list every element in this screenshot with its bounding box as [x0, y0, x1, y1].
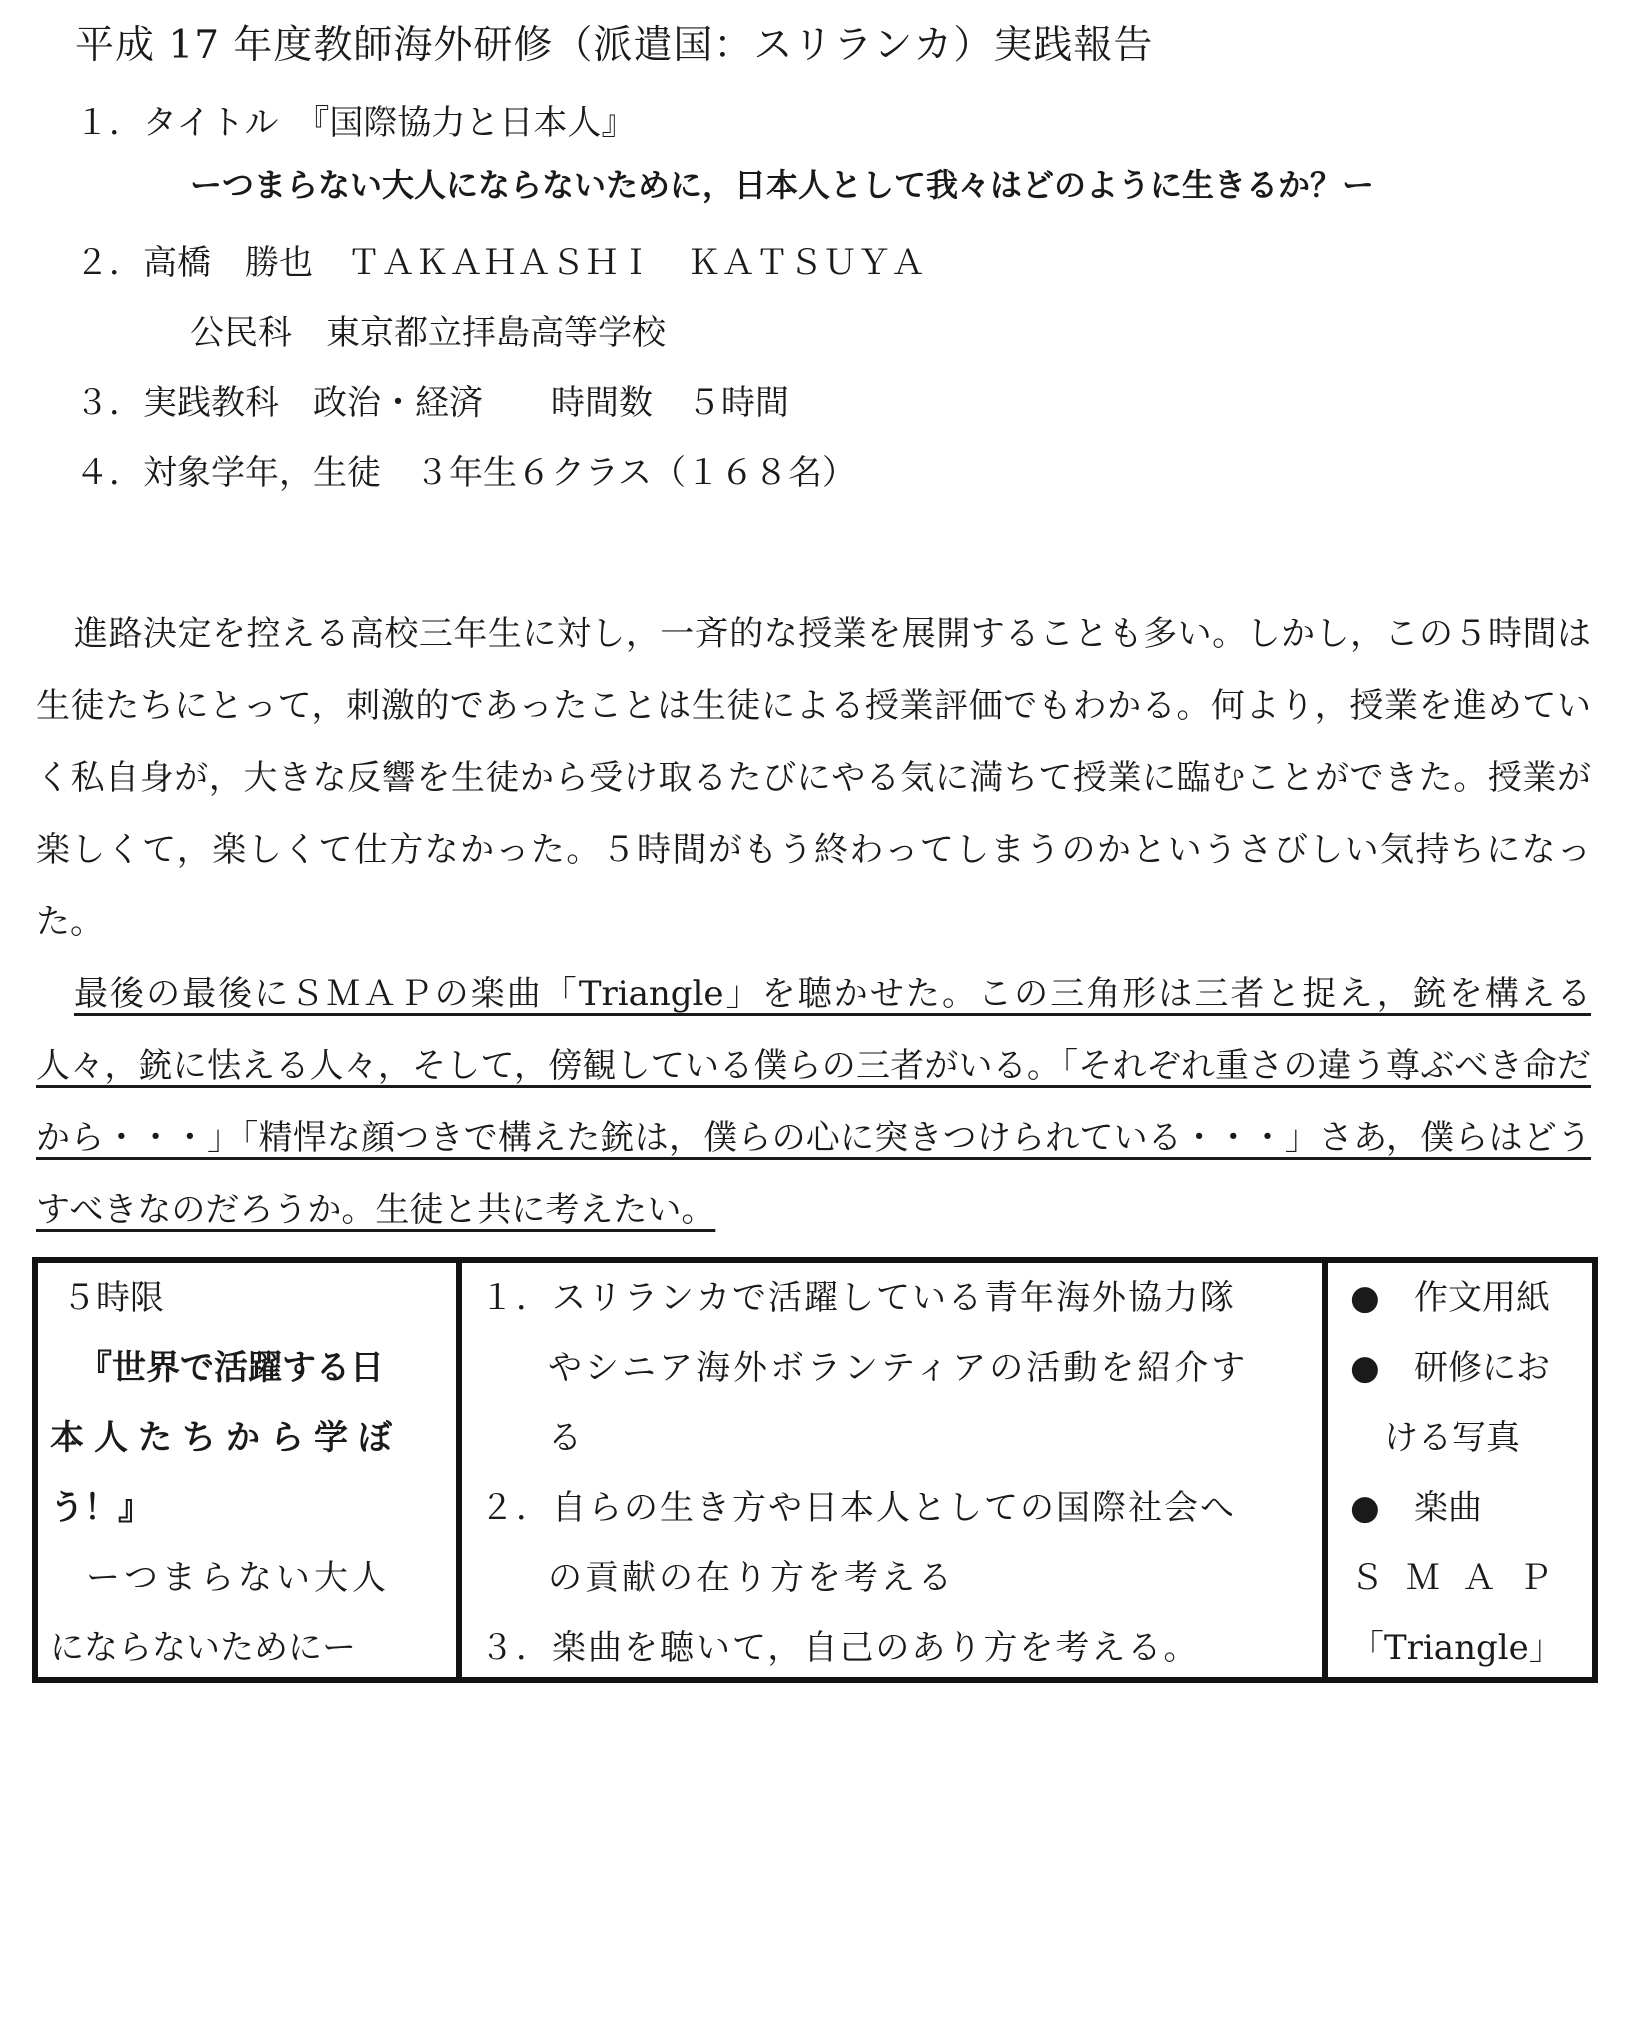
- report-title: 平成 17 年度教師海外研修（派遣国：スリランカ）実践報告: [75, 23, 1154, 68]
- bullet-icon: ●: [1350, 1348, 1380, 1388]
- material-item: ＳＭＡＰ: [1350, 1558, 1574, 1598]
- body-text: [36, 598, 1591, 1246]
- lesson-title-line: 本人たちから学ぼ: [50, 1418, 402, 1458]
- paragraph-reflection: 進路決定を控える高校三年生に対し，一斉的な授業を展開することも多い。しかし，この５時間は生徒たちにとって，刺激的であったことは生徒による授業評価でもわかる。何より，授業を進めていく私自身が，大きな反響を生徒から受け取るたびにやる気に満ちて授業に臨むことができた。授業が楽しくて，楽しくて仕方なかった。５時間がもう終わってしまうのかというさびしい気持ちになった。: [36, 614, 1591, 942]
- content-line: ２．自らの生き方や日本人としての国際社会へ: [480, 1488, 1236, 1528]
- content-line: ３．楽曲を聴いて，自己のあり方を考える。: [480, 1628, 1200, 1668]
- report-subtitle: ーつまらない大人にならないために，日本人として我々はどのように生きるか？ー: [190, 166, 1375, 204]
- material-item: 作文用紙: [1414, 1278, 1550, 1318]
- paragraph-triangle: 最後の最後にＳＭＡＰの楽曲「Triangle」を聴かせた。この三角形は三者と捉え，銃を構える人々，銃に怯える人々，そして，傍観している僕らの三者がいる。「それぞれ重さの違う尊ぶべき命だから・・・」「精悍な顔つきで構えた銃は，僕らの心に突きつけられている・・・」さあ，僕らはどうすべきなのだろうか。生徒と共に考えたい。: [36, 974, 1591, 1230]
- lesson-subtitle-line: ーつまらない大人: [86, 1558, 390, 1598]
- table-cell-materials: [1328, 1263, 1592, 1683]
- content-line: の貢献の在り方を考える: [548, 1558, 955, 1598]
- table-cell-period: [38, 1263, 456, 1683]
- author-item: ２．高橋 勝也 ＴＡＫＡＨＡＳＨＩ ＫＡＴＳＵＹＡ: [75, 243, 925, 283]
- material-item: ける写真: [1384, 1418, 1520, 1458]
- table-cell-content: [462, 1263, 1322, 1683]
- title-item: １．タイトル 『国際協力と日本人』: [75, 103, 636, 143]
- bullet-icon: ●: [1350, 1488, 1380, 1528]
- lesson-title-line: う！』: [50, 1488, 152, 1528]
- subject-item: ３．実践教科 政治・経済 時間数 ５時間: [75, 383, 789, 423]
- lesson-title-line: 『世界で活躍する日: [78, 1348, 384, 1388]
- period-label: ５時限: [62, 1278, 164, 1318]
- target-item: ４．対象学年，生徒 ３年生６クラス（１６８名）: [75, 453, 856, 493]
- content-line: やシニア海外ボランティアの活動を紹介す: [548, 1348, 1249, 1388]
- school-line: 公民科 東京都立拝島高等学校: [190, 313, 666, 353]
- material-item: 楽曲: [1414, 1488, 1482, 1528]
- content-line: る: [548, 1418, 582, 1458]
- material-item: 研修にお: [1414, 1348, 1550, 1388]
- bullet-icon: ●: [1350, 1278, 1380, 1318]
- content-line: １．スリランカで活躍している青年海外協力隊: [480, 1278, 1236, 1318]
- material-item: 「Triangle」: [1350, 1628, 1563, 1668]
- lesson-table: [32, 1257, 1598, 1683]
- lesson-subtitle-line: にならないためにー: [50, 1628, 356, 1668]
